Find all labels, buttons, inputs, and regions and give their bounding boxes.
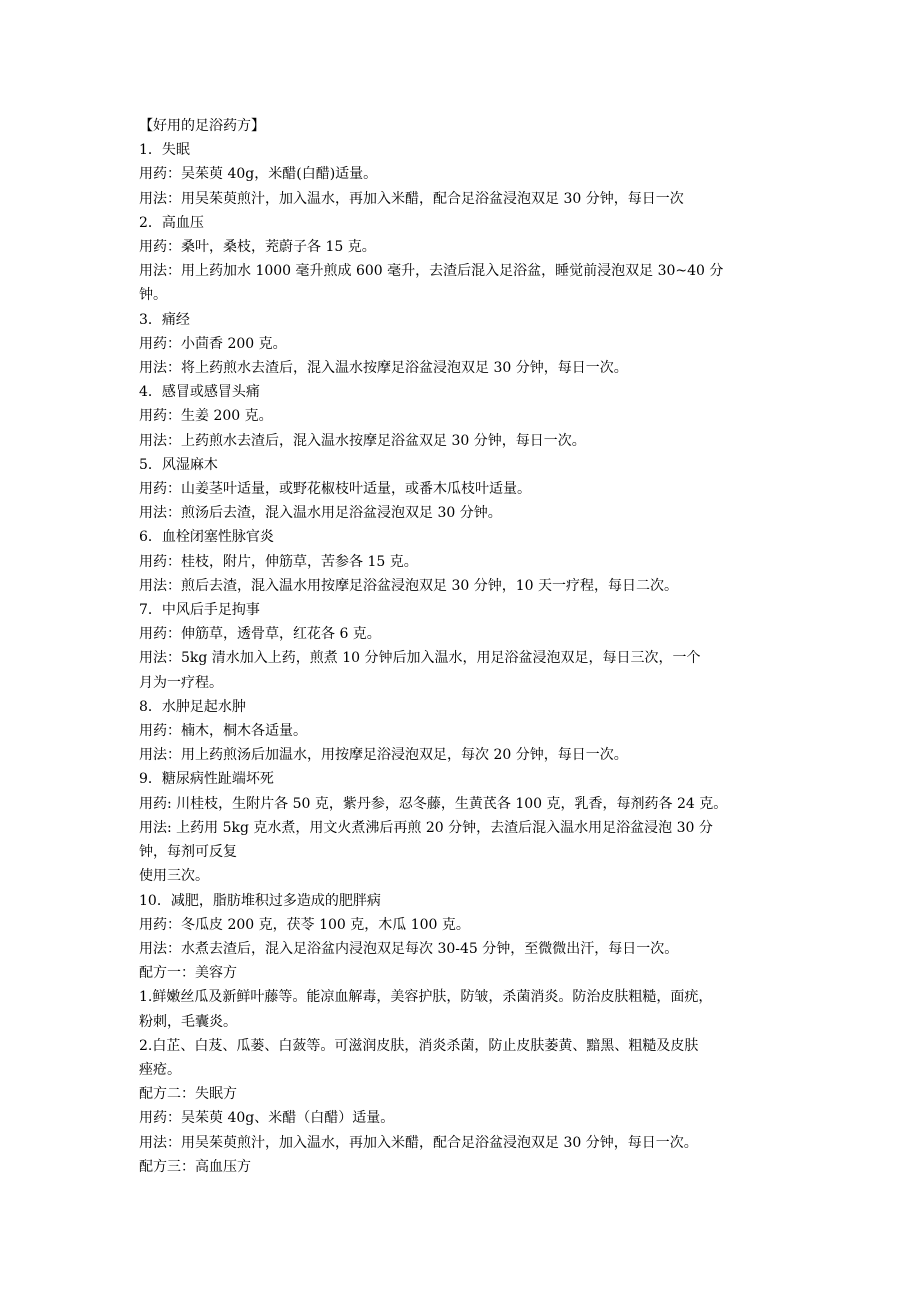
text-line: 用药：吴茱萸 40g、米醋（白醋）适量。: [139, 1110, 395, 1127]
text-line: 用药: 川桂枝，生附片各 50 克，紫丹参，忍冬藤，生黄芪各 100 克，乳香，每剂药各 24 克。: [139, 795, 728, 812]
text-line: 用药：吴茱萸 40g，米醋(白醋)适量。: [139, 166, 378, 183]
text-line: 用法：上药煎水去渣后，混入温水按摩足浴盆双足 30 分钟，每日一次。: [139, 432, 586, 449]
section-heading: 1．失眠: [139, 142, 190, 159]
text-line: 用药：山姜茎叶适量，或野花椒枝叶适量，或番木瓜枝叶适量。: [139, 481, 531, 498]
section-heading: 9．糖尿病性趾端坏死: [139, 771, 274, 788]
text-line: 用药：楠木，桐木各适量。: [139, 723, 307, 740]
text-line: 用法: 上药用 5kg 克水煮，用文火煮沸后再煎 20 分钟，去渣后混入温水用足浴盆浸泡 30 分: [139, 819, 713, 836]
text-line: 用法：用上药加水 1000 毫升煎成 600 毫升，去渣后混入足浴盆，睡觉前浸泡双足 30~40 分: [139, 263, 724, 280]
text-line: 用法：用上药煎汤后加温水，用按摩足浴浸泡双足，每次 20 分钟，每日一次。: [139, 747, 628, 764]
text-line: 用药：小茴香 200 克。: [139, 335, 287, 352]
section-heading: 4．感冒或感冒头痛: [139, 384, 260, 401]
text-line: 用法：用吴茱萸煎汁，加入温水，再加入米醋，配合足浴盆浸泡双足 30 分钟，每日一次: [139, 190, 684, 207]
text-line: 用药：桂枝，附片，伸筋草，苦参各 15 克。: [139, 553, 418, 570]
text-line: 钟。: [139, 287, 167, 304]
text-line: 2.白芷、白芨、瓜蒌、白蔹等。可滋润皮肤，消炎杀菌，防止皮肤萎黄、黯黑、粗糙及皮肤: [139, 1037, 699, 1054]
section-heading: 配方一：美容方: [139, 965, 237, 982]
text-line: 用法：将上药煎水去渣后，混入温水按摩足浴盆浸泡双足 30 分钟，每日一次。: [139, 360, 628, 377]
text-line: 用药：桑叶，桑枝，茺蔚子各 15 克。: [139, 239, 376, 256]
text-line: 用法：5kg 清水加入上药，煎煮 10 分钟后加入温水，用足浴盆浸泡双足，每日三次，一个: [139, 650, 701, 667]
section-heading: 2．高血压: [139, 214, 204, 231]
document-title: 【好用的足浴药方】: [139, 118, 265, 134]
text-line: 钟，每剂可反复: [139, 844, 237, 861]
text-line: 用法：水煮去渣后，混入足浴盆内浸泡双足每次 30-45 分钟，至微微出汗，每日一次。: [139, 940, 679, 957]
section-heading: 10．减肥，脂肪堆积过多造成的肥胖病: [139, 892, 381, 909]
text-line: 用药：伸筋草，透骨草，红花各 6 克。: [139, 626, 381, 643]
section-heading: 配方二：失眠方: [139, 1086, 237, 1103]
text-line: 用药：生姜 200 克。: [139, 408, 273, 425]
text-line: 用药：冬瓜皮 200 克，茯苓 100 克，木瓜 100 克。: [139, 916, 470, 933]
text-line: 痤疮。: [139, 1061, 181, 1078]
section-heading: 3．痛经: [139, 311, 190, 328]
text-line: 月为一疗程。: [139, 674, 223, 691]
section-heading: 配方三：高血压方: [139, 1158, 251, 1175]
document-body: [139, 114, 785, 1179]
section-heading: 8．水肿足起水肿: [139, 698, 246, 715]
section-heading: 7．中风后手足拘事: [139, 602, 260, 619]
section-heading: 5．风湿麻木: [139, 456, 218, 473]
text-line: 用法：煎后去渣，混入温水用按摩足浴盆浸泡双足 30 分钟，10 天一疗程，每日二次。: [139, 577, 678, 594]
text-line: 用法：用吴茱萸煎汁，加入温水，再加入米醋，配合足浴盆浸泡双足 30 分钟，每日一次。: [139, 1134, 698, 1151]
text-line: 使用三次。: [139, 868, 209, 885]
text-line: 粉刺，毛囊炎。: [139, 1013, 237, 1030]
text-line: 用法：煎汤后去渣，混入温水用足浴盆浸泡双足 30 分钟。: [139, 505, 502, 522]
section-heading: 6．血栓闭塞性脉官炎: [139, 529, 274, 546]
text-line: 1.鲜嫩丝瓜及新鲜叶藤等。能凉血解毒，美容护肤，防皱，杀菌消炎。防治皮肤粗糙，面疣，: [139, 989, 713, 1006]
